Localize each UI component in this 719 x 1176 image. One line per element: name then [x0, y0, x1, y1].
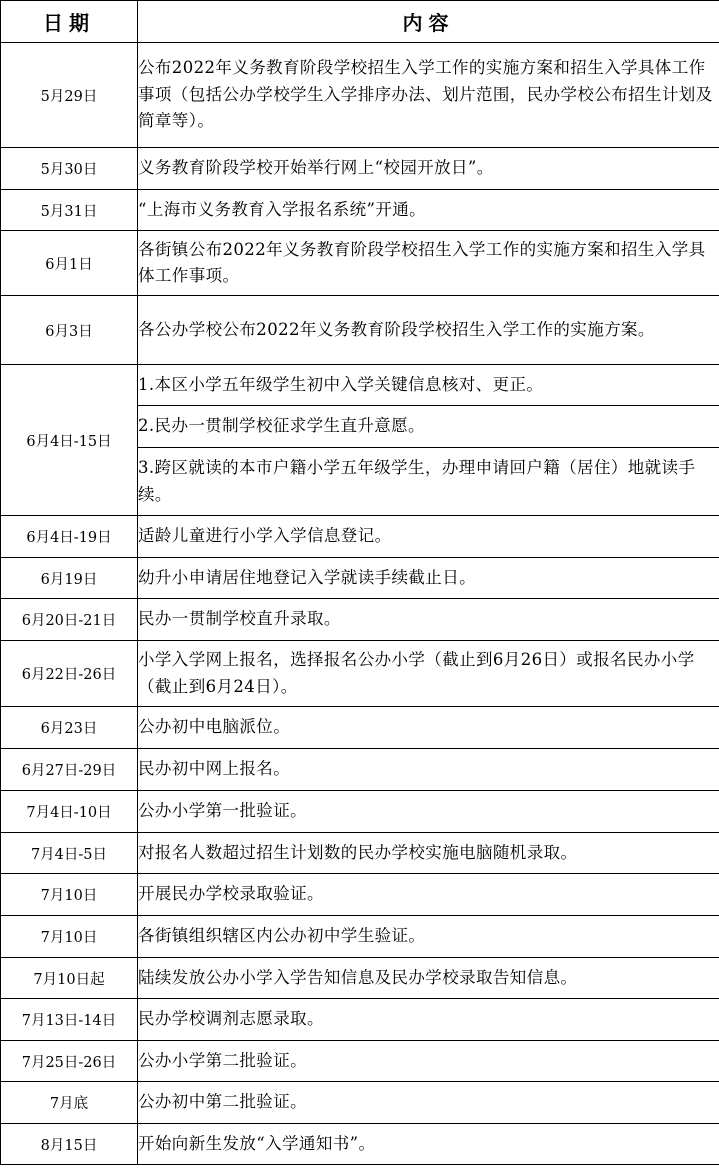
content-column-header: 内容 — [138, 1, 719, 43]
content-cell: 民办学校调剂志愿录取。 — [138, 999, 719, 1041]
date-cell: 7月10日 — [1, 874, 138, 916]
date-cell: 6月4日-19日 — [1, 516, 138, 558]
table-row — [1, 1041, 719, 1082]
content-cell: 各街镇组织辖区内公办初中学生验证。 — [138, 916, 719, 958]
date-cell: 7月4日-10日 — [1, 791, 138, 833]
date-cell: 8月15日 — [1, 1124, 138, 1165]
content-cell: 义务教育阶段学校开始举行网上“校园开放日”。 — [138, 148, 719, 190]
table-row — [1, 558, 719, 599]
table-row — [1, 190, 719, 231]
date-cell: 7月25日-26日 — [1, 1041, 138, 1082]
table-row — [1, 516, 719, 558]
content-cell: 适龄儿童进行小学入学信息登记。 — [138, 516, 719, 558]
table-row — [1, 916, 719, 958]
content-cell: 陆续发放公办小学入学告知信息及民办学校录取告知信息。 — [138, 958, 719, 999]
content-cell: 公办初中第二批验证。 — [138, 1082, 719, 1124]
content-cell: 公办初中电脑派位。 — [138, 707, 719, 749]
content-cell: 公布2022年义务教育阶段学校招生入学工作的实施方案和招生入学具体工作事项（包括公办学校学生入学排序办法、划片范围，民办学校公布招生计划及简章等）。 — [138, 43, 719, 148]
date-cell: 7月底 — [1, 1082, 138, 1124]
date-cell: 7月4日-5日 — [1, 833, 138, 874]
table-row — [1, 43, 719, 148]
date-cell: 7月10日起 — [1, 958, 138, 999]
content-cell: 民办一贯制学校直升录取。 — [138, 599, 719, 641]
table-row — [1, 1124, 719, 1165]
date-cell: 6月22日-26日 — [1, 641, 138, 707]
table-row — [1, 148, 719, 190]
date-cell: 6月27日-29日 — [1, 749, 138, 791]
content-cell: 公办小学第二批验证。 — [138, 1041, 719, 1082]
content-cell: 对报名人数超过招生计划数的民办学校实施电脑随机录取。 — [138, 833, 719, 874]
content-cell: 开始向新生发放“入学通知书”。 — [138, 1124, 719, 1165]
table-row — [1, 791, 719, 833]
table-row — [1, 833, 719, 874]
date-cell: 6月4日-15日 — [1, 365, 138, 516]
date-cell: 6月1日 — [1, 231, 138, 296]
table-row — [1, 599, 719, 641]
table-row — [1, 1082, 719, 1124]
content-cell: “上海市义务教育入学报名系统”开通。 — [138, 190, 719, 231]
date-cell: 7月13日-14日 — [1, 999, 138, 1041]
date-cell: 6月23日 — [1, 707, 138, 749]
content-cell: 3.跨区就读的本市户籍小学五年级学生，办理申请回户籍（居住）地就读手续。 — [138, 448, 719, 516]
content-cell: 公办小学第一批验证。 — [138, 791, 719, 833]
table-row — [1, 641, 719, 707]
content-cell: 民办初中网上报名。 — [138, 749, 719, 791]
table-row — [1, 874, 719, 916]
date-column-header: 日期 — [1, 1, 138, 43]
content-cell: 小学入学网上报名，选择报名公办小学（截止到6月26日）或报名民办小学（截止到6月24日）。 — [138, 641, 719, 707]
content-cell: 幼升小申请居住地登记入学就读手续截止日。 — [138, 558, 719, 599]
date-cell: 5月30日 — [1, 148, 138, 190]
table-row — [1, 999, 719, 1041]
date-cell: 6月3日 — [1, 296, 138, 365]
table-row — [1, 958, 719, 999]
content-cell: 开展民办学校录取验证。 — [138, 874, 719, 916]
date-cell: 5月31日 — [1, 190, 138, 231]
date-cell: 6月20日-21日 — [1, 599, 138, 641]
content-cell: 2.民办一贯制学校征求学生直升意愿。 — [138, 406, 719, 448]
table-row — [1, 231, 719, 296]
table-row — [1, 296, 719, 365]
date-cell: 7月10日 — [1, 916, 138, 958]
table-row — [1, 749, 719, 791]
header-row — [1, 1, 719, 43]
date-cell: 6月19日 — [1, 558, 138, 599]
content-cell: 各街镇公布2022年义务教育阶段学校招生入学工作的实施方案和招生入学具体工作事项。 — [138, 231, 719, 296]
content-cell: 1.本区小学五年级学生初中入学关键信息核对、更正。 — [138, 365, 719, 406]
date-cell: 5月29日 — [1, 43, 138, 148]
content-cell: 各公办学校公布2022年义务教育阶段学校招生入学工作的实施方案。 — [138, 296, 719, 365]
table-row — [1, 707, 719, 749]
table-row — [1, 365, 719, 406]
